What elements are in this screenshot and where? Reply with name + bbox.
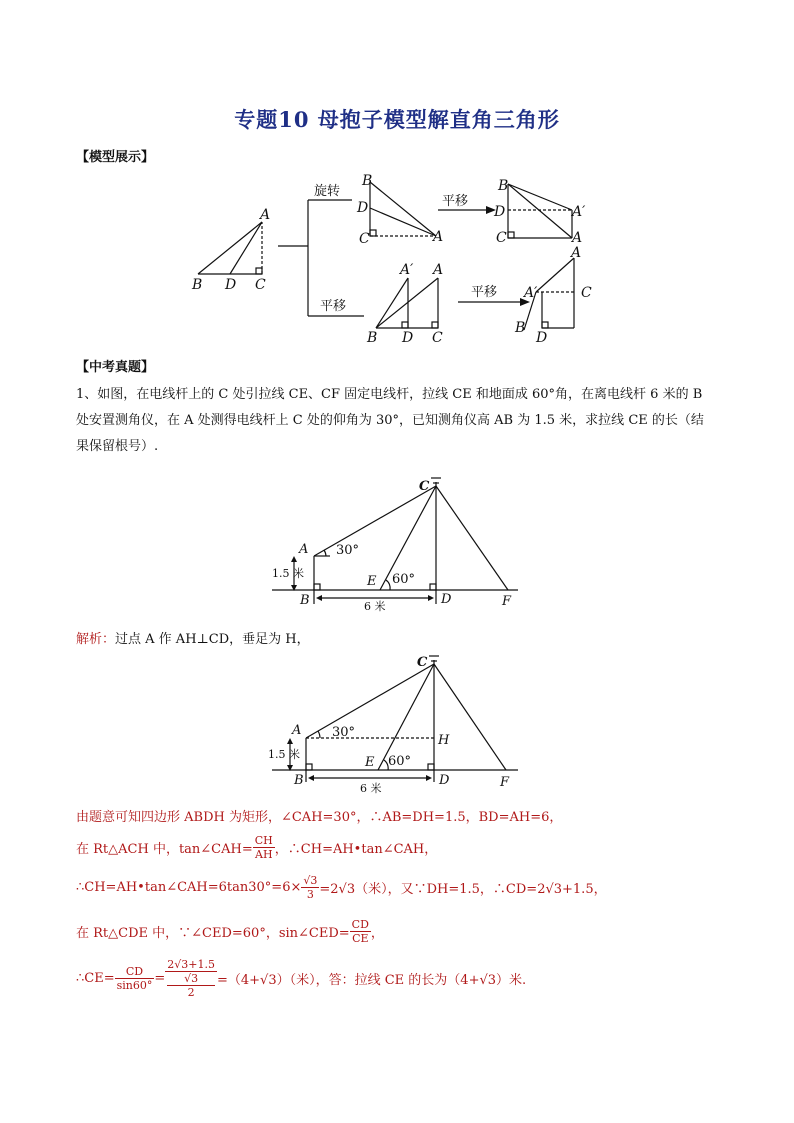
tr-label-d: D [402,330,414,346]
fin-label-aprime: A′ [524,285,538,301]
translate-label-top: 平移 [442,194,469,209]
figure-2 [268,648,528,798]
fig1-line-cf [436,486,508,590]
rot-label-d: D [357,200,369,216]
fig1-label-a: A [299,542,309,557]
s3-mid: =2√3（米），又∵DH=1.5，∴CD=2√3+1.5， [319,882,607,897]
problem-line-3: 果保留根号）. [76,439,159,454]
problem-line-1: 如图，在电线杆上的 C 处引拉线 CE、CF 固定电线杆，拉线 CE 和地面成 60°角，在离电线杆 6 米的 B [97,387,703,402]
rot-label-b: B [362,173,373,189]
s5-f2-num: 2√3+1.5 [167,958,215,971]
base-hypotenuse-b [198,222,262,274]
solution-step-5 [76,958,526,999]
fin-label-d: D [536,330,548,346]
translate-label-left: 平移 [320,299,347,314]
rt-label-d: D [494,204,506,220]
solution-step-3 [76,874,607,901]
fig2-dist: 6 米 [360,782,382,795]
section-model-heading: 【模型展示】 [76,150,155,165]
s5-f1-num: CD [115,965,155,979]
problem-number: 1、 [76,387,98,402]
s5-f2-den [165,972,217,999]
fig1-dist: 6 米 [364,600,386,613]
fig2-height: 1.5 米 [268,748,300,761]
s5-eq: = [154,971,166,986]
fig2-label-h: H [438,733,450,748]
solution-intro-label: 解析： [76,632,116,647]
fin-label-c: C [581,285,592,301]
translate-label-right: 平移 [471,285,498,300]
rt-label-aprime: A′ [572,204,586,220]
rt-label-c: C [496,230,507,246]
fig1-angle-30: 30° [336,543,360,558]
fig2-angle-60: 60° [388,754,412,769]
solution-intro [76,628,310,647]
fig2-label-e: E [365,755,375,770]
fig2-line-cf [434,664,506,770]
s5-post: =（4+√3）（米），答：拉线 CE 的长为（4+√3）米. [216,973,527,988]
fig1-label-c: C [419,479,430,494]
s3-pre: ∴CH=AH•tan∠CAH=6tan30°=6× [76,880,302,895]
solution-step-1: 由题意可知四边形 ABDH 为矩形，∠CAH=30°，∴AB=DH=1.5，BD=AH=6， [76,810,563,825]
s5-f2-den-den: 2 [187,986,195,999]
fig2-angle-30: 30° [332,725,356,740]
fig1-label-b: B [300,593,310,608]
fig2-label-c: C [417,655,428,670]
fig1-angle-60: 60° [392,572,416,587]
base-hypotenuse-d [230,222,262,274]
s5-f2-den-num: √3 [167,972,215,986]
base-label-a: A [260,207,271,223]
fig2-label-b: B [294,773,304,788]
solution-intro-text: 过点 A 作 AH⊥CD，垂足为 H， [115,632,310,647]
tr-label-b: B [367,330,378,346]
page-title: 专题10 母抱子模型解直角三角形 [234,107,560,132]
model-diagram [180,168,620,348]
tr-label-c: C [432,330,443,346]
s2-post: ，∴CH=AH•tan∠CAH， [274,842,438,857]
s5-f1-den: sin60° [116,979,153,992]
s4-pre: 在 Rt△CDE 中，∵∠CED=60°，sin∠CED= [76,926,350,941]
figure-1 [268,470,528,620]
solution-step-2 [76,834,437,861]
base-label-d: D [225,277,237,293]
s4-den: CE [352,932,369,945]
s2-den: AH [255,848,273,861]
fig1-height: 1.5 米 [272,567,304,580]
fin-label-b: B [515,320,526,336]
fig2-label-a: A [292,723,302,738]
fin-label-a: A [571,245,582,261]
problem-line-2: 处安置测角仪，在 A 处测得电线杆上 C 处的仰角为 30°，已知测角仪高 AB 为 1.5 米，求拉线 CE 的长（结 [76,413,704,428]
rot-label-c: C [359,231,370,247]
rt-label-a: A [572,230,583,246]
s5-pre: ∴CE= [76,971,115,986]
fig1-label-f: F [502,594,512,609]
base-label-b: B [192,277,203,293]
s3-fraction [301,874,319,901]
s3-num: √3 [303,874,318,887]
fig2-label-f: F [500,775,510,790]
base-label-c: C [255,277,266,293]
base-right-angle [256,268,262,274]
s3-den: 3 [306,888,314,901]
s2-fraction [253,834,275,861]
tr-label-aprime: A′ [400,262,414,278]
s4-post: ， [370,926,384,941]
problem-text [76,382,736,460]
tr-label-a: A [433,262,444,278]
fig2-label-d: D [439,773,450,788]
fig1-label-e: E [367,574,377,589]
fig1-label-d: D [441,592,452,607]
s5-fraction-1 [115,965,155,992]
s2-pre: 在 Rt△ACH 中，tan∠CAH= [76,842,253,857]
s5-fraction-2 [165,958,217,999]
solution-step-4 [76,918,384,945]
s4-fraction [350,918,371,945]
rotate-label: 旋转 [314,184,341,199]
s2-num: CH [254,834,273,847]
section-exam-heading: 【中考真题】 [76,360,155,375]
s4-num: CD [351,918,369,931]
rt-label-b: B [498,178,509,194]
rot-label-a: A [433,229,444,245]
